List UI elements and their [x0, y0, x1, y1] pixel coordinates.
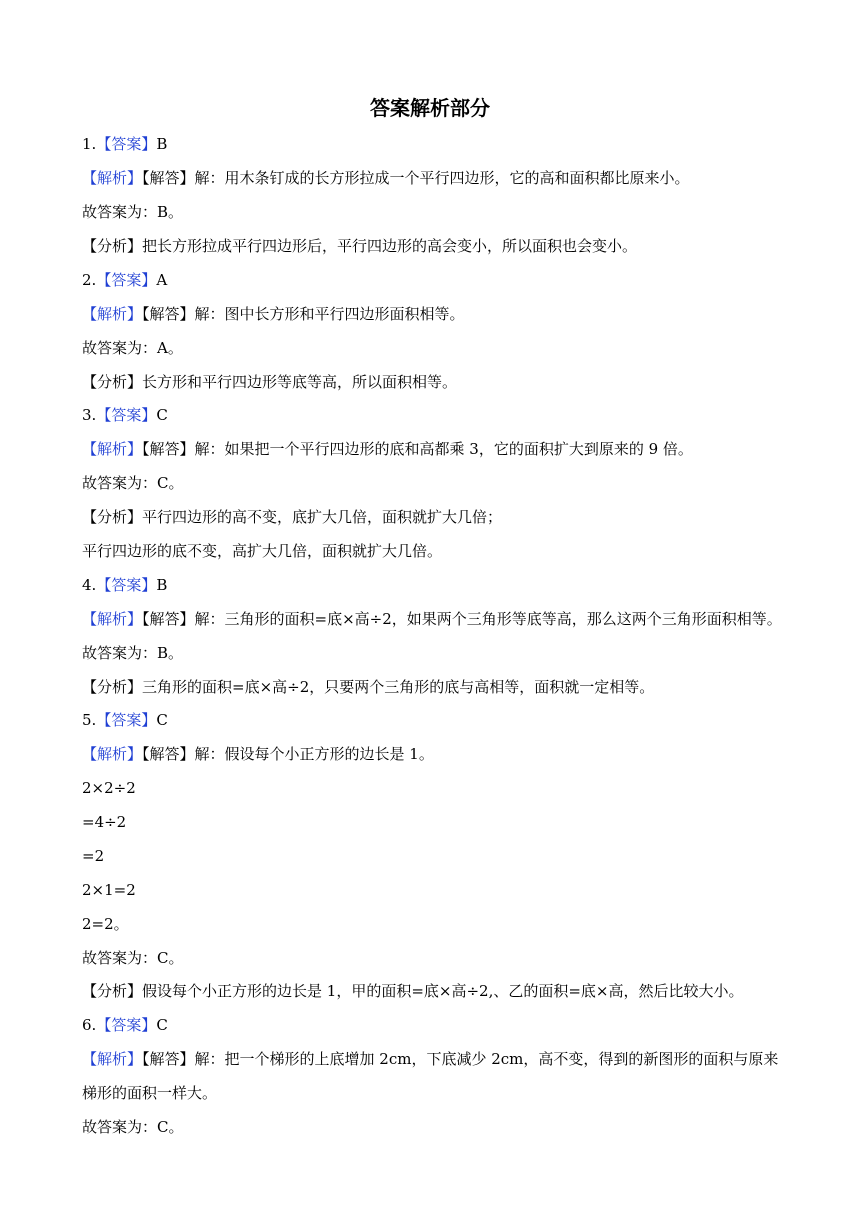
jiexi-tag: 【解析】	[82, 305, 143, 323]
explanation-line-6b: 梯形的面积一样大。	[82, 1084, 218, 1102]
answer-line-2	[82, 269, 167, 291]
answer-tag: 【答案】	[96, 576, 157, 594]
answer-value: B	[156, 576, 168, 594]
conclusion-line-2: 故答案为：A。	[82, 339, 183, 357]
answer-tag: 【答案】	[96, 1016, 157, 1034]
conclusion-line-4: 故答案为：B。	[82, 644, 184, 662]
jiexi-tag: 【解析】	[82, 1050, 143, 1068]
analysis-line-2: 【分析】长方形和平行四边形等底等高，所以面积相等。	[82, 373, 458, 391]
answer-tag: 【答案】	[96, 711, 157, 729]
analysis-line-4: 【分析】三角形的面积=底×高÷2，只要两个三角形的底与高相等，面积就一定相等。	[82, 678, 655, 696]
conclusion-line-1: 故答案为：B。	[82, 203, 184, 221]
answer-line-4	[82, 574, 167, 596]
answer-value: A	[156, 271, 168, 289]
conclusion-line-6: 故答案为：C。	[82, 1118, 184, 1136]
analysis-line-1: 【分析】把长方形拉成平行四边形后，平行四边形的高会变小，所以面积也会变小。	[82, 237, 638, 255]
answer-line-5	[82, 709, 168, 731]
solution-text: 【解答】解：图中长方形和平行四边形面积相等。	[142, 305, 465, 323]
item-number: 2.	[82, 271, 97, 289]
answer-value: B	[156, 135, 168, 153]
analysis-line-3b: 平行四边形的底不变，高扩大几倍，面积就扩大几倍。	[82, 542, 443, 560]
answer-value: C	[156, 406, 168, 424]
conclusion-line-3: 故答案为：C。	[82, 474, 184, 492]
calc-line: 2×1=2	[82, 881, 136, 899]
jiexi-tag: 【解析】	[82, 610, 143, 628]
item-number: 1.	[82, 135, 97, 153]
jiexi-tag: 【解析】	[82, 169, 143, 187]
jiexi-tag: 【解析】	[82, 745, 143, 763]
conclusion-line-5: 故答案为：C。	[82, 949, 184, 967]
answer-value: C	[156, 711, 168, 729]
solution-text: 【解答】解：把一个梯形的上底增加 2cm，下底减少 2cm，高不变，得到的新图形的面积与原来	[142, 1050, 779, 1068]
answer-value: C	[156, 1016, 168, 1034]
solution-text: 【解答】解：三角形的面积=底×高÷2，如果两个三角形等底等高，那么这两个三角形面积相等。	[142, 610, 782, 628]
answer-tag: 【答案】	[96, 406, 157, 424]
answer-tag: 【答案】	[96, 271, 157, 289]
explanation-line-5	[82, 743, 434, 765]
explanation-line-1	[82, 167, 690, 189]
explanation-line-6	[82, 1048, 778, 1070]
solution-text: 【解答】解：假设每个小正方形的边长是 1。	[142, 745, 434, 763]
analysis-line-3: 【分析】平行四边形的高不变，底扩大几倍，面积就扩大几倍；	[82, 508, 503, 526]
explanation-line-4	[82, 608, 782, 630]
calc-line: =4÷2	[82, 813, 127, 831]
answer-line-6	[82, 1014, 168, 1036]
calc-line: =2	[82, 847, 105, 865]
analysis-line-5: 【分析】假设每个小正方形的边长是 1，甲的面积=底×高÷2,、乙的面积=底×高，然后比较大小。	[82, 982, 744, 1000]
answer-line-3	[82, 404, 168, 426]
explanation-line-3	[82, 438, 693, 460]
answer-tag: 【答案】	[96, 135, 157, 153]
calc-line: 2=2。	[82, 915, 129, 933]
calc-line: 2×2÷2	[82, 779, 136, 797]
item-number: 5.	[82, 711, 97, 729]
item-number: 4.	[82, 576, 97, 594]
solution-text: 【解答】解：用木条钉成的长方形拉成一个平行四边形，它的高和面积都比原来小。	[142, 169, 690, 187]
item-number: 6.	[82, 1016, 97, 1034]
page-title: 答案解析部分	[370, 96, 490, 120]
item-number: 3.	[82, 406, 97, 424]
explanation-line-2	[82, 303, 465, 325]
jiexi-tag: 【解析】	[82, 440, 143, 458]
answer-line-1	[82, 133, 167, 155]
solution-text: 【解答】解：如果把一个平行四边形的底和高都乘 3，它的面积扩大到原来的 9 倍。	[142, 440, 693, 458]
